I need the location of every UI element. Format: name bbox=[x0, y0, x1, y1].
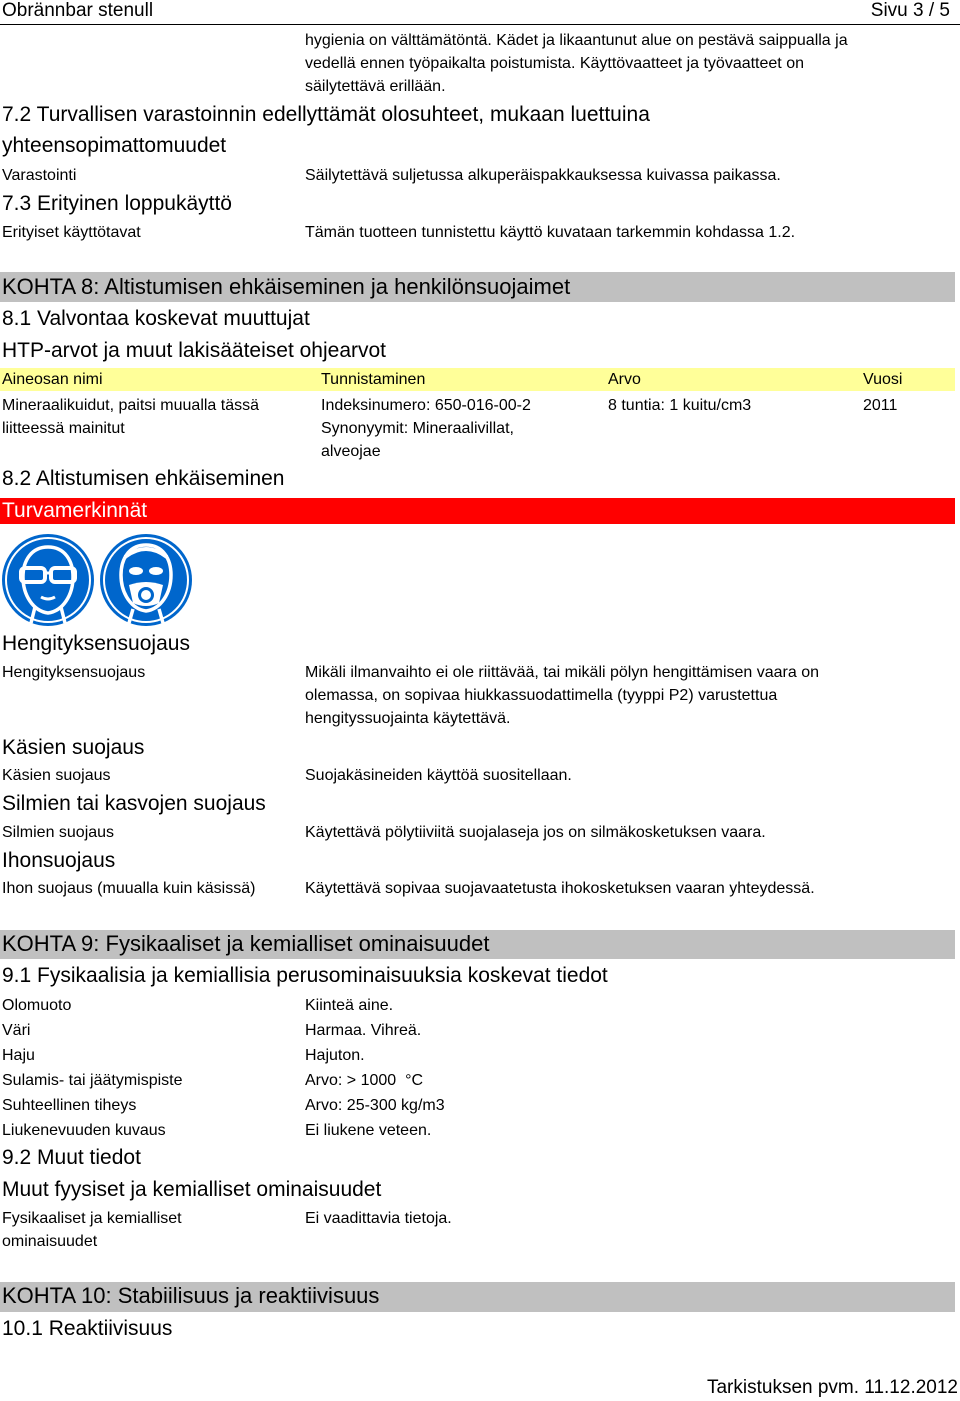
special-uses-value: Tämän tuotteen tunnistettu käyttö kuvataan tarkemmin kohdassa 1.2. bbox=[305, 224, 796, 241]
skin-value: Käytettävä sopivaa suojavaatetusta ihokosketuksen vaaran yhteydessä. bbox=[305, 880, 815, 897]
resp-value-line3: hengityssuojainta käytettävä. bbox=[305, 710, 511, 727]
prop-value: Arvo: > 1000 °C bbox=[305, 1072, 424, 1089]
cell-name-line1: Mineraalikuidut, paitsi muualla tässä bbox=[2, 397, 260, 414]
respirator-mask-sign-icon bbox=[99, 533, 193, 627]
section-10-title: KOHTA 10: Stabiilisuus ja reaktiivisuus bbox=[2, 1283, 380, 1308]
cell-value: 8 tuntia: 1 kuitu/cm3 bbox=[608, 397, 752, 414]
header-rule bbox=[0, 24, 960, 25]
prop-value: Arvo: 25-300 kg/m3 bbox=[305, 1097, 445, 1114]
heading-9-2: 9.2 Muut tiedot bbox=[2, 1146, 141, 1169]
prop-label: Olomuoto bbox=[2, 997, 72, 1014]
cell-id-line3: alveojae bbox=[321, 443, 381, 460]
hand-value: Suojakäsineiden käyttöä suositellaan. bbox=[305, 767, 572, 784]
hygiene-text-line1: hygienia on välttämätöntä. Kädet ja likaantunut alue on pestävä saippualla ja bbox=[305, 32, 848, 49]
other-label-line2: ominaisuudet bbox=[2, 1233, 98, 1250]
hygiene-text-line3: säilytettävä erillään. bbox=[305, 78, 446, 95]
heading-8-1: 8.1 Valvontaa koskevat muuttujat bbox=[2, 307, 310, 330]
other-value: Ei vaadittavia tietoja. bbox=[305, 1210, 452, 1227]
col-header-value: Arvo bbox=[608, 371, 641, 388]
special-uses-label: Erityiset käyttötavat bbox=[2, 224, 141, 241]
heading-7-2-line2: yhteensopimattomuudet bbox=[2, 134, 227, 157]
skin-heading: Ihonsuojaus bbox=[2, 849, 116, 872]
safety-signs-title: Turvamerkinnät bbox=[2, 499, 148, 522]
heading-10-1: 10.1 Reaktiivisuus bbox=[2, 1317, 173, 1340]
storage-label: Varastointi bbox=[2, 167, 77, 184]
document-title: Obrännbar stenull bbox=[2, 0, 154, 21]
heading-7-2-line1: 7.2 Turvallisen varastoinnin edellyttämät olosuhteet, mukaan luettuina bbox=[2, 103, 650, 126]
resp-value-line1: Mikäli ilmanvaihto ei ole riittävää, tai mikäli pölyn hengittämisen vaara on bbox=[305, 664, 820, 681]
hygiene-text-line2: vedellä ennen työpaikalta poistumista. Käyttövaatteet ja työvaatteet on bbox=[305, 55, 804, 72]
hand-label: Käsien suojaus bbox=[2, 767, 111, 784]
prop-label: Haju bbox=[2, 1047, 35, 1064]
prop-label: Suhteellinen tiheys bbox=[2, 1097, 137, 1114]
section-8-title: KOHTA 8: Altistumisen ehkäiseminen ja henkilönsuojaimet bbox=[2, 274, 571, 299]
prop-value: Kiinteä aine. bbox=[305, 997, 394, 1014]
heading-7-3: 7.3 Erityinen loppukäyttö bbox=[2, 192, 232, 215]
cell-name-line2: liitteessä mainitut bbox=[2, 420, 125, 437]
heading-8-2: 8.2 Altistumisen ehkäiseminen bbox=[2, 467, 285, 490]
heading-9-1: 9.1 Fysikaalisia ja kemiallisia perusominaisuuksia koskevat tiedot bbox=[2, 964, 608, 987]
skin-label: Ihon suojaus (muualla kuin käsissä) bbox=[2, 880, 256, 897]
storage-value: Säilytettävä suljetussa alkuperäispakkauksessa kuivassa paikassa. bbox=[305, 167, 781, 184]
col-header-name: Aineosan nimi bbox=[2, 371, 103, 388]
prop-label: Liukenevuuden kuvaus bbox=[2, 1122, 166, 1139]
safety-goggles-sign-icon bbox=[1, 533, 95, 627]
prop-label: Väri bbox=[2, 1022, 31, 1039]
cell-year: 2011 bbox=[863, 397, 898, 414]
prop-value: Harmaa. Vihreä. bbox=[305, 1022, 422, 1039]
eye-value: Käytettävä pölytiiviitä suojalaseja jos on silmäkosketuksen vaara. bbox=[305, 824, 766, 841]
resp-heading: Hengityksensuojaus bbox=[2, 632, 190, 655]
resp-value-line2: olemassa, on sopivaa hiukkassuodattimella (tyyppi P2) varustettua bbox=[305, 687, 778, 704]
cell-id-line2: Synonyymit: Mineraalivillat, bbox=[321, 420, 514, 437]
col-header-identification: Tunnistaminen bbox=[321, 371, 426, 388]
hand-heading: Käsien suojaus bbox=[2, 736, 145, 759]
htp-heading: HTP-arvot ja muut lakisääteiset ohjearvot bbox=[2, 339, 386, 362]
revision-date: Tarkistuksen pvm. 11.12.2012 bbox=[706, 1377, 958, 1398]
cell-id-line1: Indeksinumero: 650-016-00-2 bbox=[321, 397, 531, 414]
other-properties-heading: Muut fyysiset ja kemialliset ominaisuudet bbox=[2, 1178, 382, 1201]
prop-value: Ei liukene veteen. bbox=[305, 1122, 432, 1139]
eye-label: Silmien suojaus bbox=[2, 824, 115, 841]
other-label-line1: Fysikaaliset ja kemialliset bbox=[2, 1210, 182, 1227]
col-header-year: Vuosi bbox=[863, 371, 903, 388]
prop-label: Sulamis- tai jäätymispiste bbox=[2, 1072, 183, 1089]
table-header-bar bbox=[0, 368, 955, 391]
prop-value: Hajuton. bbox=[305, 1047, 365, 1064]
eye-heading: Silmien tai kasvojen suojaus bbox=[2, 792, 266, 815]
resp-label: Hengityksensuojaus bbox=[2, 664, 146, 681]
section-9-title: KOHTA 9: Fysikaaliset ja kemialliset ominaisuudet bbox=[2, 931, 490, 956]
page-number: Sivu 3 / 5 bbox=[870, 0, 950, 21]
